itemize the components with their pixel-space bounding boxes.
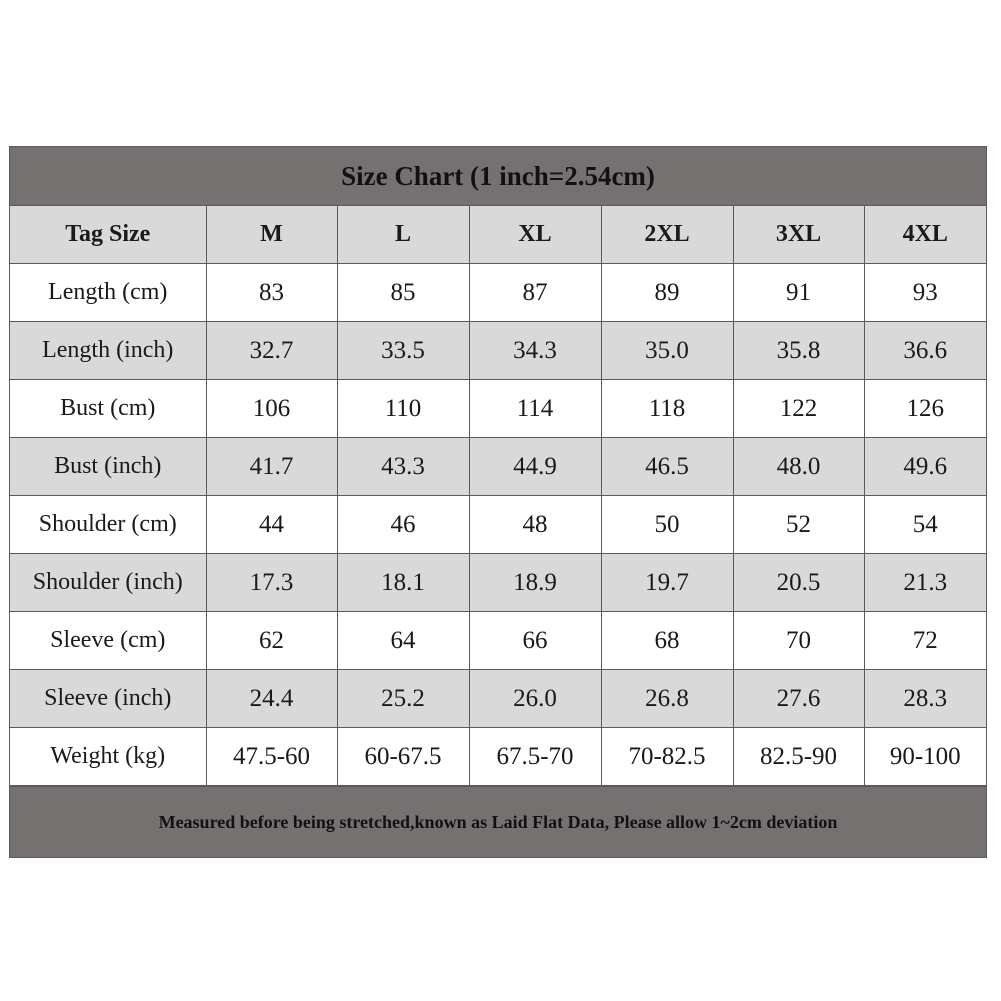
table-row	[10, 554, 986, 612]
table-row	[10, 728, 986, 786]
table-cell: 70-82.5	[601, 728, 733, 786]
row-label: Sleeve (inch)	[10, 670, 206, 728]
table-row	[10, 380, 986, 438]
table-cell: 54	[864, 496, 986, 554]
header-cell-label: Tag Size	[10, 206, 206, 264]
table-cell: 35.8	[733, 322, 864, 380]
table-cell: 41.7	[206, 438, 337, 496]
table-cell: 24.4	[206, 670, 337, 728]
row-label: Sleeve (cm)	[10, 612, 206, 670]
size-chart	[9, 146, 987, 858]
table-cell: 20.5	[733, 554, 864, 612]
row-label: Weight (kg)	[10, 728, 206, 786]
table-cell: 72	[864, 612, 986, 670]
table-cell: 70	[733, 612, 864, 670]
header-cell-size: M	[206, 206, 337, 264]
table-cell: 44.9	[469, 438, 601, 496]
table-cell: 82.5-90	[733, 728, 864, 786]
row-label: Shoulder (inch)	[10, 554, 206, 612]
table-cell: 68	[601, 612, 733, 670]
table-cell: 48	[469, 496, 601, 554]
header-cell-size: L	[337, 206, 469, 264]
table-cell: 19.7	[601, 554, 733, 612]
row-label: Bust (cm)	[10, 380, 206, 438]
table-cell: 18.1	[337, 554, 469, 612]
table-cell: 114	[469, 380, 601, 438]
table-cell: 52	[733, 496, 864, 554]
table-cell: 64	[337, 612, 469, 670]
table-cell: 87	[469, 264, 601, 322]
table-cell: 47.5-60	[206, 728, 337, 786]
row-label: Length (inch)	[10, 322, 206, 380]
table-cell: 62	[206, 612, 337, 670]
table-cell: 26.8	[601, 670, 733, 728]
table-row	[10, 264, 986, 322]
row-label: Length (cm)	[10, 264, 206, 322]
table-cell: 18.9	[469, 554, 601, 612]
table-cell: 66	[469, 612, 601, 670]
table-cell: 28.3	[864, 670, 986, 728]
table-cell: 49.6	[864, 438, 986, 496]
table-cell: 21.3	[864, 554, 986, 612]
header-cell-size: 2XL	[601, 206, 733, 264]
table-cell: 83	[206, 264, 337, 322]
row-label: Shoulder (cm)	[10, 496, 206, 554]
table-cell: 25.2	[337, 670, 469, 728]
table-cell: 93	[864, 264, 986, 322]
header-row	[10, 206, 986, 264]
table-cell: 122	[733, 380, 864, 438]
table-cell: 118	[601, 380, 733, 438]
chart-title: Size Chart (1 inch=2.54cm)	[10, 147, 986, 206]
table-cell: 17.3	[206, 554, 337, 612]
table-cell: 67.5-70	[469, 728, 601, 786]
table-cell: 36.6	[864, 322, 986, 380]
table-row	[10, 322, 986, 380]
table-cell: 26.0	[469, 670, 601, 728]
table-cell: 89	[601, 264, 733, 322]
table-cell: 60-67.5	[337, 728, 469, 786]
header-cell-size: 4XL	[864, 206, 986, 264]
table-cell: 44	[206, 496, 337, 554]
table-row	[10, 496, 986, 554]
table-cell: 48.0	[733, 438, 864, 496]
table-cell: 106	[206, 380, 337, 438]
table-cell: 50	[601, 496, 733, 554]
table-cell: 34.3	[469, 322, 601, 380]
table-cell: 27.6	[733, 670, 864, 728]
table-cell: 43.3	[337, 438, 469, 496]
table-row	[10, 438, 986, 496]
table-row	[10, 612, 986, 670]
table-cell: 126	[864, 380, 986, 438]
header-cell-size: XL	[469, 206, 601, 264]
table-cell: 90-100	[864, 728, 986, 786]
size-table	[10, 206, 986, 786]
table-cell: 35.0	[601, 322, 733, 380]
table-cell: 46.5	[601, 438, 733, 496]
table-cell: 46	[337, 496, 469, 554]
header-cell-size: 3XL	[733, 206, 864, 264]
table-cell: 110	[337, 380, 469, 438]
footnote: Measured before being stretched,known as Laid Flat Data, Please allow 1~2cm deviation	[10, 786, 986, 857]
table-cell: 33.5	[337, 322, 469, 380]
table-row	[10, 670, 986, 728]
row-label: Bust (inch)	[10, 438, 206, 496]
table-body	[10, 264, 986, 786]
table-cell: 91	[733, 264, 864, 322]
table-cell: 85	[337, 264, 469, 322]
table-cell: 32.7	[206, 322, 337, 380]
